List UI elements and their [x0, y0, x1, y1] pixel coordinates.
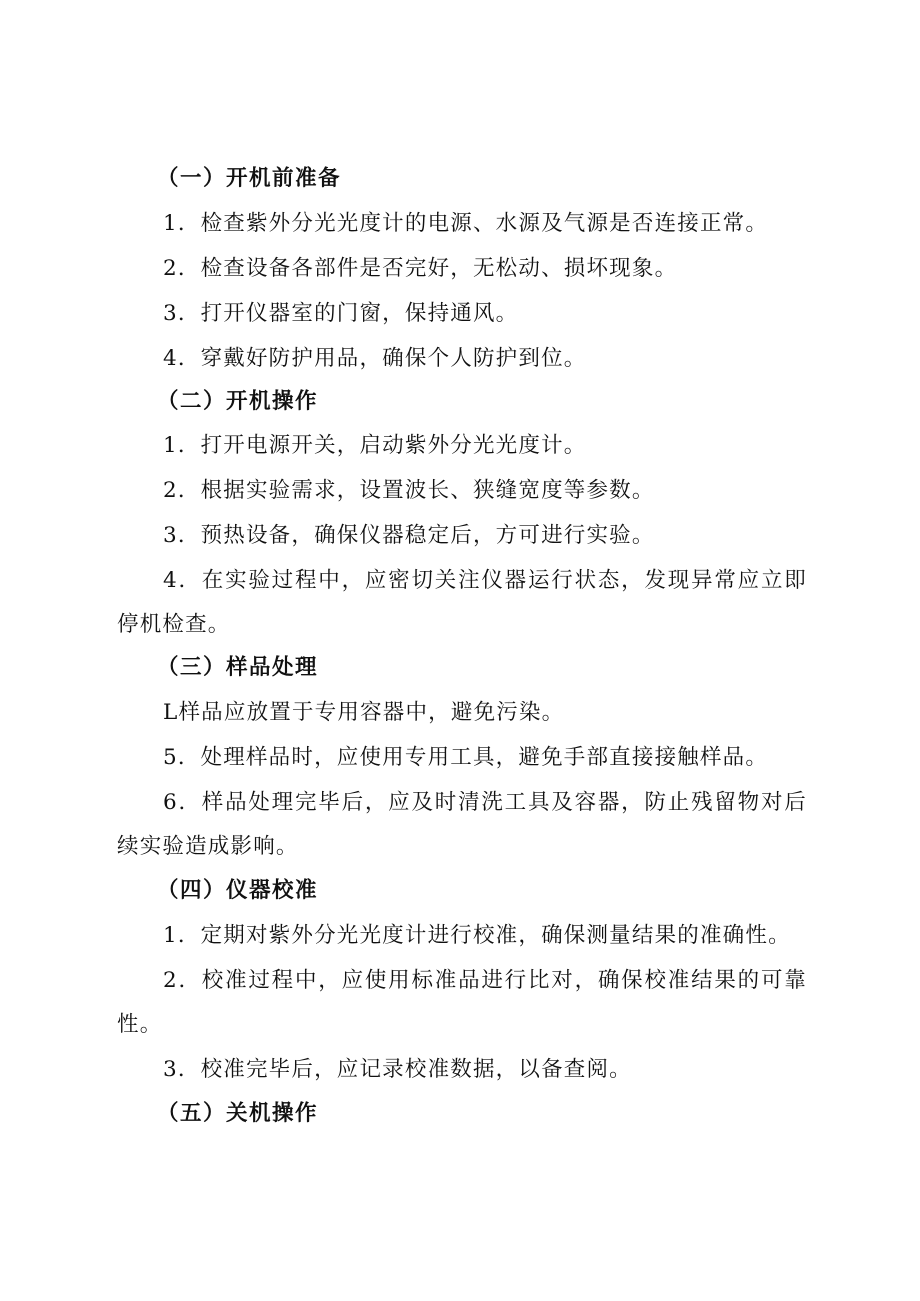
- list-item: 2．检查设备各部件是否完好，无松动、损坏现象。: [163, 256, 678, 281]
- section-heading-4: （四）仪器校准: [157, 878, 319, 903]
- list-item-wrapped-line2: 续实验造成影响。: [117, 834, 299, 859]
- list-item: 3．预热设备，确保仪器稳定后，方可进行实验。: [163, 523, 655, 548]
- list-item: 4．穿戴好防护用品，确保个人防护到位。: [163, 346, 587, 371]
- list-item: 2．根据实验需求，设置波长、狭缝宽度等参数。: [163, 478, 655, 503]
- section-heading-3: （三）样品处理: [157, 655, 319, 680]
- list-item: 3．打开仪器室的门窗，保持通风。: [163, 301, 519, 326]
- section-heading-1: （一）开机前准备: [157, 166, 342, 191]
- list-item: 3．校准完毕后，应记录校准数据，以备查阅。: [163, 1057, 632, 1082]
- list-item-wrapped-line1: 4．在实验过程中，应密切关注仪器运行状态，发现异常应立即: [163, 568, 807, 593]
- section-heading-2: （二）开机操作: [157, 389, 319, 414]
- section-heading-5: （五）关机操作: [157, 1101, 319, 1126]
- list-item: 5．处理样品时，应使用专用工具，避免手部直接接触样品。: [163, 745, 769, 770]
- list-item: 1．定期对紫外分光光度计进行校准，确保测量结果的准确性。: [163, 923, 791, 948]
- list-item-wrapped-line1: 2．校准过程中，应使用标准品进行比对，确保校准结果的可靠: [163, 968, 807, 993]
- list-item-wrapped-line2: 停机检查。: [117, 612, 231, 637]
- list-item: 1．打开电源开关，启动紫外分光光度计。: [163, 433, 587, 458]
- list-item-wrapped-line1: 6．样品处理完毕后，应及时清洗工具及容器，防止残留物对后: [163, 790, 807, 815]
- list-item: 1．检查紫外分光光度计的电源、水源及气源是否连接正常。: [163, 211, 769, 236]
- list-item: L样品应放置于专用容器中，避免污染。: [163, 700, 565, 725]
- list-item-wrapped-line2: 性。: [117, 1012, 163, 1037]
